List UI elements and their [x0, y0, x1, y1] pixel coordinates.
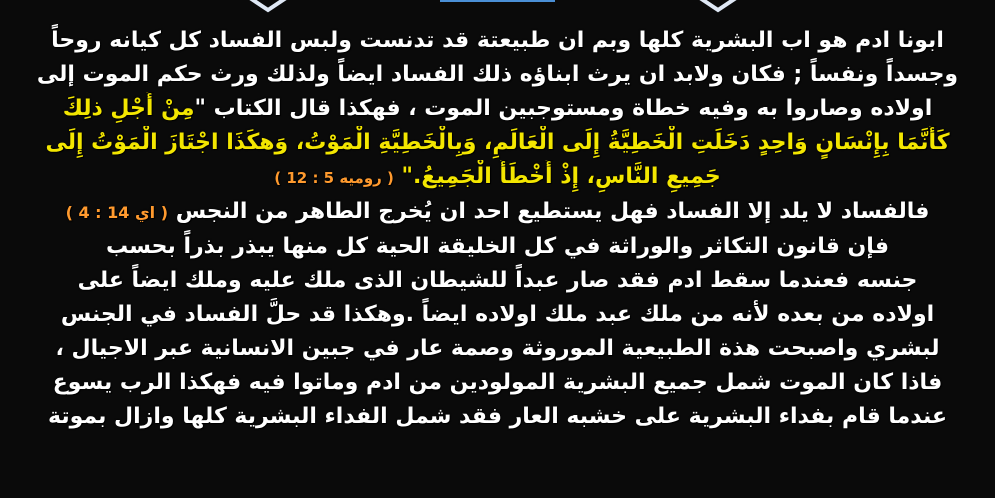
text-line-3 — [0, 92, 995, 126]
quote-line-2-wrap — [0, 160, 995, 195]
main-text — [0, 24, 995, 434]
top-decoration — [0, 0, 995, 18]
quote-start: مِنْ أَجْلِ ذلِكَ — [62, 96, 195, 121]
quote-line-2: جَمِيعِ النَّاسِ، إِذْ أَخْطَأَ الْجَمِيعُ." — [401, 164, 721, 189]
text-line-2: وجسداً ونفساً ; فكان ولابد ان يرث ابناؤه ذلك الفساد ايضاً ولذلك ورث حكم الموت إلى — [36, 62, 959, 87]
paragraph2-line-3: جنسه فعندما سقط ادم فقد صار عبداً للشيطان الذى ملك عليه وملك ايضاً على — [77, 268, 918, 293]
paragraph2-line-4: اولاده من بعده لأنه من ملك عبد ملك اولاده ايضاً .وهكذا قد حلَّ الفساد في الجنس — [60, 302, 935, 327]
paragraph2-line-1 — [0, 195, 995, 230]
text-line-1: ابونا ادم هو اب البشرية كلها وبم ان طبيعتة قد تدنست ولبس الفساد كل كيانه روحاً — [51, 28, 944, 53]
paragraph2-line-6: فاذا كان الموت شمل جميع البشرية المولودين من ادم وماتوا فيه فهكذا الرب يسوع — [52, 370, 943, 395]
top-bar — [440, 0, 555, 2]
paragraph2-line-5: لبشري واصبحت هذة الطبيعية الموروثة وصمة عار في جبين الانسانية عبر الاجيال ، — [55, 336, 940, 361]
paragraph2-line-2: فإن قانون التكاثر والوراثة في كل الخليقة الحية كل منها يبذر بذراً بحسب — [106, 234, 889, 259]
ornament-left — [250, 0, 286, 10]
quote-line-1: كَأَنَّمَا بِإِنْسَانٍ وَاحِدٍ دَخَلَتِ الْخَطِيَّةُ إِلَى الْعَالَمِ، وَبِالْخَطِيَّةِ الْمَوْتُ، وَهكَذَا اجْتَازَ الْمَوْتُ إِلَى — [45, 130, 950, 155]
ornament-right — [700, 0, 736, 10]
text-line-3-plain: اولاده وصاروا به وفيه خطاة ومستوجبين الموت ، فهكذا قال الكتاب " — [194, 96, 933, 121]
paragraph2-line-1-text: فالفساد لا يلد إلا الفساد فهل يستطيع احد ان يُخرج الطاهر من النجس — [175, 199, 930, 224]
paragraph2-reference: ( اي 14 : 4 ) — [65, 203, 169, 222]
paragraph2-line-7: عندما قام بفداء البشرية على خشبه العار فقد شمل الفداء البشرية كلها وازال بموتة — [47, 404, 947, 429]
quote-reference: ( روميه 5 : 12 ) — [274, 169, 394, 187]
